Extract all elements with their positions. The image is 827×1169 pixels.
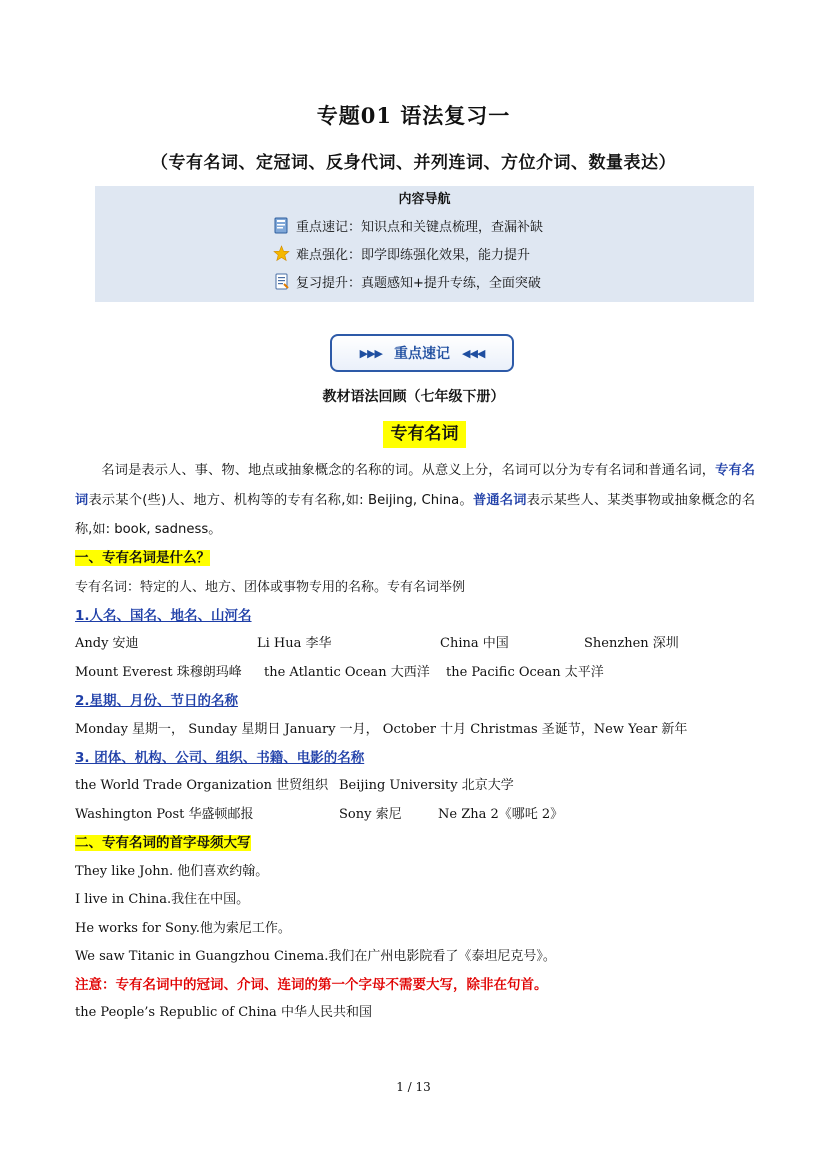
sub1-row2 bbox=[75, 661, 755, 681]
example-item: Andy 安迪 bbox=[75, 636, 139, 651]
banner-label: 重点速记 bbox=[394, 346, 450, 362]
example-item: Washington Post 华盛顿邮报 bbox=[75, 807, 254, 822]
intro-text: 表示某个(些)人、地方、机构等的专有名称,如: Beijing, China。 bbox=[88, 492, 473, 508]
key-points-banner bbox=[330, 334, 514, 372]
term-common-noun: 普通名词 bbox=[472, 492, 527, 508]
example-item: Sony 索尼 bbox=[339, 807, 402, 822]
content-navigation-box bbox=[95, 186, 754, 302]
capitalization-note: 注意：专有名词中的冠词、介词、连词的第一个字母不需要大写，除非在句首。 bbox=[75, 977, 548, 993]
note-example: the People’s Republic of China 中华人民共和国 bbox=[75, 1005, 372, 1020]
star-icon bbox=[273, 245, 290, 262]
nav-item-key-points bbox=[273, 216, 543, 235]
sub3-heading: 3. 团体、机构、公司、组织、书籍、电影的名称 bbox=[75, 750, 365, 766]
nav-heading: 内容导航 bbox=[398, 192, 451, 207]
page-subtitle: （专有名词、定冠词、反身代词、并列连词、方位介词、数量表达） bbox=[151, 153, 676, 173]
sub1-row1 bbox=[75, 632, 755, 652]
section1-heading: 一、专有名词是什么？ bbox=[75, 550, 210, 566]
example-item: the Pacific Ocean 太平洋 bbox=[446, 665, 604, 680]
example-item: Shenzhen 深圳 bbox=[584, 636, 679, 651]
example-item: Ne Zha 2《哪吒 2》 bbox=[438, 807, 564, 822]
example-item: Beijing University 北京大学 bbox=[339, 778, 514, 793]
right-arrows-icon: ▶▶▶ bbox=[359, 346, 382, 360]
example-item: Mount Everest 珠穆朗玛峰 bbox=[75, 665, 242, 680]
example-item: the World Trade Organization 世贸组织 bbox=[75, 778, 329, 793]
example-item: Li Hua 李华 bbox=[257, 636, 332, 651]
page-number: 1 / 13 bbox=[396, 1080, 431, 1094]
sub1-heading: 1.人名、国名、地名、山河名 bbox=[75, 608, 252, 624]
term-proper-noun: 专有名词 bbox=[75, 463, 755, 508]
notepad-icon bbox=[273, 273, 290, 290]
nav-item-label: 重点速记：知识点和关键点梳理，查漏补缺 bbox=[296, 220, 544, 235]
nav-item-label: 难点强化：即学即练强化效果，能力提升 bbox=[296, 248, 531, 263]
page-title: 专题01 语法复习一 bbox=[316, 103, 511, 128]
example-item: the Atlantic Ocean 大西洋 bbox=[264, 665, 430, 680]
intro-text: 名词是表示人、事、物、地点或抽象概念的名称的词。从意义上分，名词可以分为专有名词和普通名词， bbox=[101, 463, 716, 478]
sub3-row1 bbox=[75, 774, 755, 794]
example-sentence: He works for Sony.他为索尼工作。 bbox=[75, 921, 291, 936]
left-arrows-icon: ◀◀◀ bbox=[462, 346, 485, 360]
example-sentence: I live in China.我住在中国。 bbox=[75, 892, 250, 907]
example-sentence: We saw Titanic in Guangzhou Cinema.我们在广州电影院看了《泰坦尼克号》。 bbox=[75, 949, 556, 964]
sub3-row2 bbox=[75, 803, 755, 823]
intro-paragraph bbox=[75, 456, 755, 545]
intro-text: 表示某些人、某类事物或抽象概念的名称,如: book, sadness。 bbox=[75, 492, 756, 537]
nav-item-review bbox=[273, 272, 541, 291]
section2-heading: 二、专有名词的首字母须大写 bbox=[75, 835, 251, 851]
book-icon bbox=[273, 217, 290, 234]
example-item: China 中国 bbox=[440, 636, 509, 651]
section1-definition: 专有名词：特定的人、地方、团体或事物专用的名称。专有名词举例 bbox=[75, 580, 466, 595]
sub2-heading: 2.星期、月份、节日的名称 bbox=[75, 693, 239, 709]
example-sentence: They like John. 他们喜欢约翰。 bbox=[75, 864, 269, 879]
nav-item-label: 复习提升：真题感知+提升专练，全面突破 bbox=[296, 276, 541, 291]
nav-item-difficulty bbox=[273, 244, 530, 263]
review-title: 教材语法回顾（七年级下册） bbox=[322, 389, 505, 405]
section-title: 专有名词 bbox=[383, 421, 466, 448]
sub2-row: Monday 星期一， Sunday 星期日 January 一月， October 十月 Christmas 圣诞节，New Year 新年 bbox=[75, 722, 688, 737]
